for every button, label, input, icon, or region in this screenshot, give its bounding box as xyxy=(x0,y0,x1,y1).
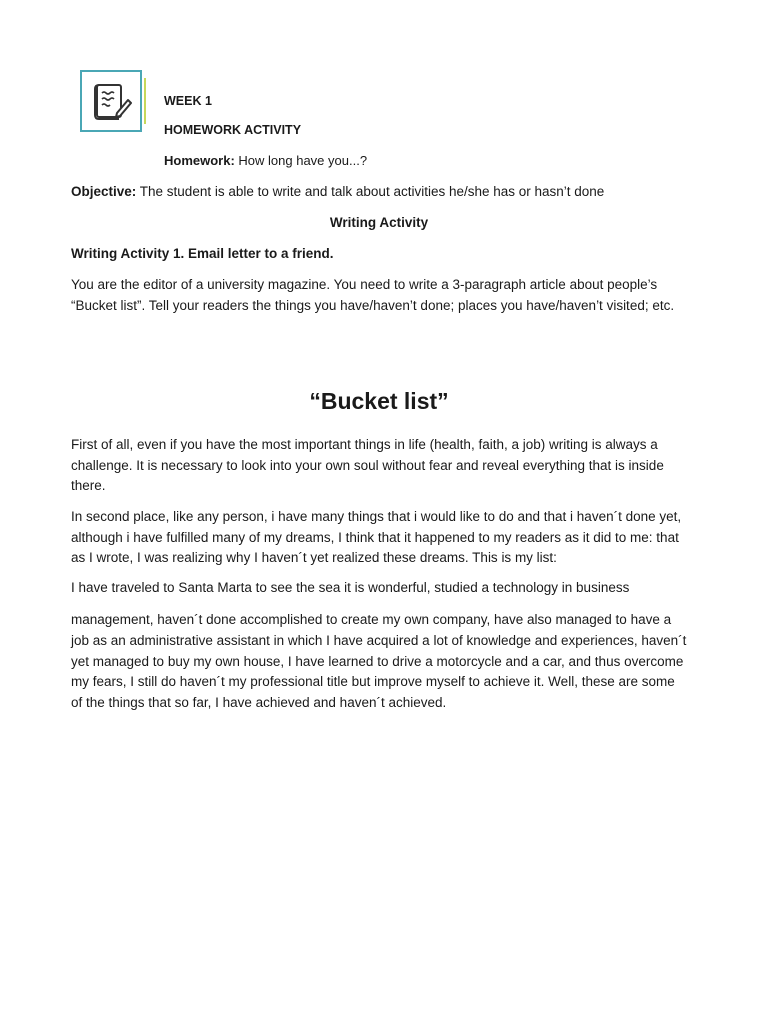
article-paragraph-4: management, haven´t done accomplished to create my own company, have also managed to have a job as an administrative assistant in which I have acquired a lot of knowledge and experiences, haven´t yet managed to buy my own house, I have learned to drive a motorcycle and a car, and thus overcome my fears, I still do haven´t my professional title but improve myself to achieve it. Well, these are some of the things that so far, I have achieved and haven´t achieved. xyxy=(71,612,687,711)
article-paragraph-1: First of all, even if you have the most important things in life (health, faith, a job) writing is always a challenge. It is necessary to look into your own soul without fear and reveal everything that is inside there. xyxy=(71,437,664,493)
article-paragraph-3: I have traveled to Santa Marta to see the sea it is wonderful, studied a technology in business xyxy=(71,580,630,595)
homework-line xyxy=(164,153,367,168)
homework-text: How long have you...? xyxy=(234,153,368,168)
objective-text: The student is able to write and talk about activities he/she has or hasn’t done xyxy=(136,184,605,199)
objective-label: Objective: xyxy=(71,184,137,199)
objective-line xyxy=(71,182,687,203)
homework-activity-label: HOMEWORK ACTIVITY xyxy=(164,123,302,137)
homework-label: Homework: xyxy=(164,153,235,168)
week-label: WEEK 1 xyxy=(164,94,212,108)
notebook-pencil-icon xyxy=(90,80,134,124)
homework-logo xyxy=(80,70,142,132)
article-title: “Bucket list” xyxy=(309,388,449,414)
activity-title: Writing Activity 1. Email letter to a friend. xyxy=(71,246,334,261)
article-paragraph-2: In second place, like any person, i have many things that i would like to do and that i haven´t done yet, although i have fulfilled many of my dreams, I think that it happened to my readers as it did to me: that as I wrote, I was realizing why I haven´t yet realized these dreams. This is my list: xyxy=(71,509,682,565)
section-title: Writing Activity xyxy=(329,215,429,230)
intro-paragraph: You are the editor of a university magazine. You need to write a 3-paragraph article about people’s “Bucket list”. Tell your readers the things you have/haven’t done; places you have/haven’t visited; etc. xyxy=(71,277,675,313)
